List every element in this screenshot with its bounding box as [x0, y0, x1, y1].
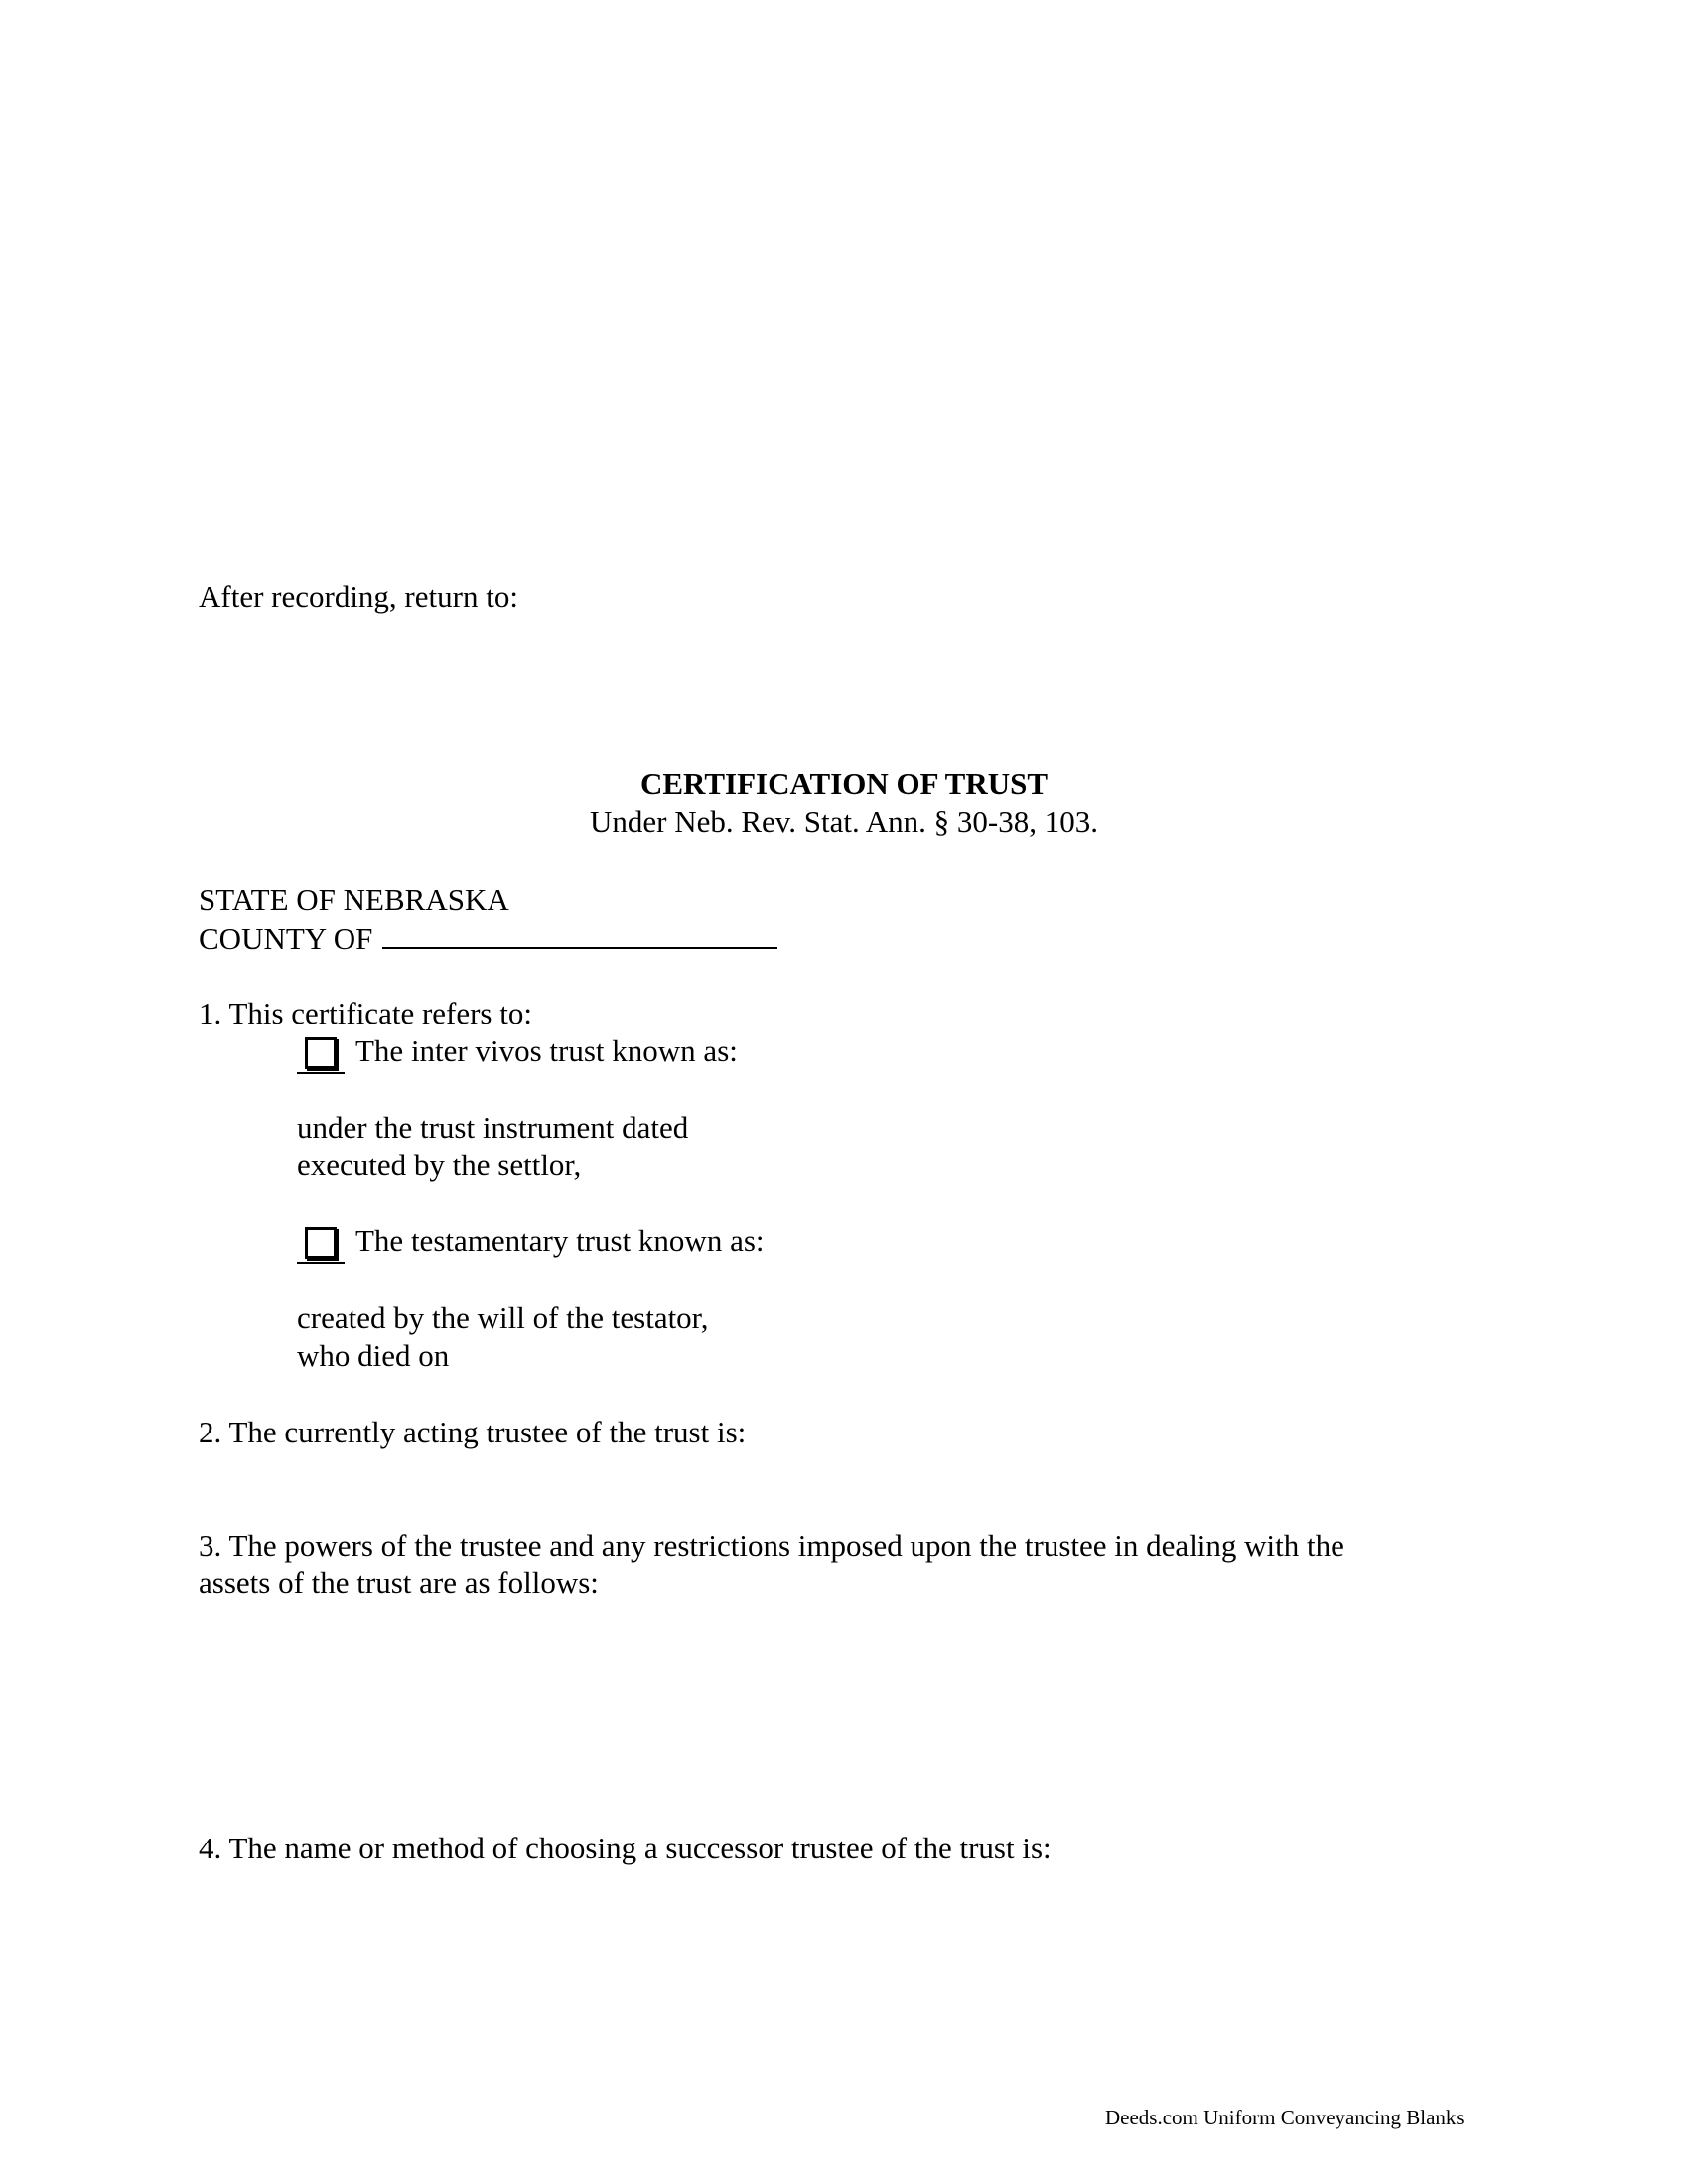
inter-vivos-checkbox[interactable] — [297, 1032, 345, 1074]
county-label: COUNTY OF — [199, 921, 373, 956]
testamentary-will-line: created by the will of the testator, — [297, 1300, 709, 1335]
section-2-text: 2. The currently acting trustee of the trust is: — [199, 1415, 747, 1449]
document-title: CERTIFICATION OF TRUST — [639, 766, 1049, 801]
section-4-text: 4. The name or method of choosing a successor trustee of the trust is: — [199, 1831, 1052, 1865]
county-blank[interactable] — [382, 919, 777, 949]
checkbox-icon — [305, 1037, 337, 1069]
section-3-line-2: assets of the trust are as follows: — [199, 1566, 599, 1600]
inter-vivos-instrument-line: under the trust instrument dated — [297, 1110, 689, 1145]
inter-vivos-settlor-line: executed by the settlor, — [297, 1148, 582, 1182]
section-3-line-1: 3. The powers of the trustee and any restrictions imposed upon the trustee in dealing with the — [199, 1528, 1344, 1563]
state-line: STATE OF NEBRASKA — [199, 883, 509, 917]
inter-vivos-option-label: The inter vivos trust known as: — [355, 1033, 738, 1068]
document-subtitle: Under Neb. Rev. Stat. Ann. § 30-38, 103. — [589, 804, 1098, 839]
footer-text: Deeds.com Uniform Conveyancing Blanks — [1105, 2106, 1465, 2129]
return-address-label: After recording, return to: — [199, 579, 518, 614]
testamentary-checkbox[interactable] — [297, 1222, 345, 1264]
section-1-heading: 1. This certificate refers to: — [199, 996, 532, 1030]
testamentary-option-label: The testamentary trust known as: — [355, 1223, 765, 1258]
testamentary-died-line: who died on — [297, 1338, 450, 1373]
checkbox-icon — [305, 1227, 337, 1259]
county-line — [199, 919, 777, 958]
